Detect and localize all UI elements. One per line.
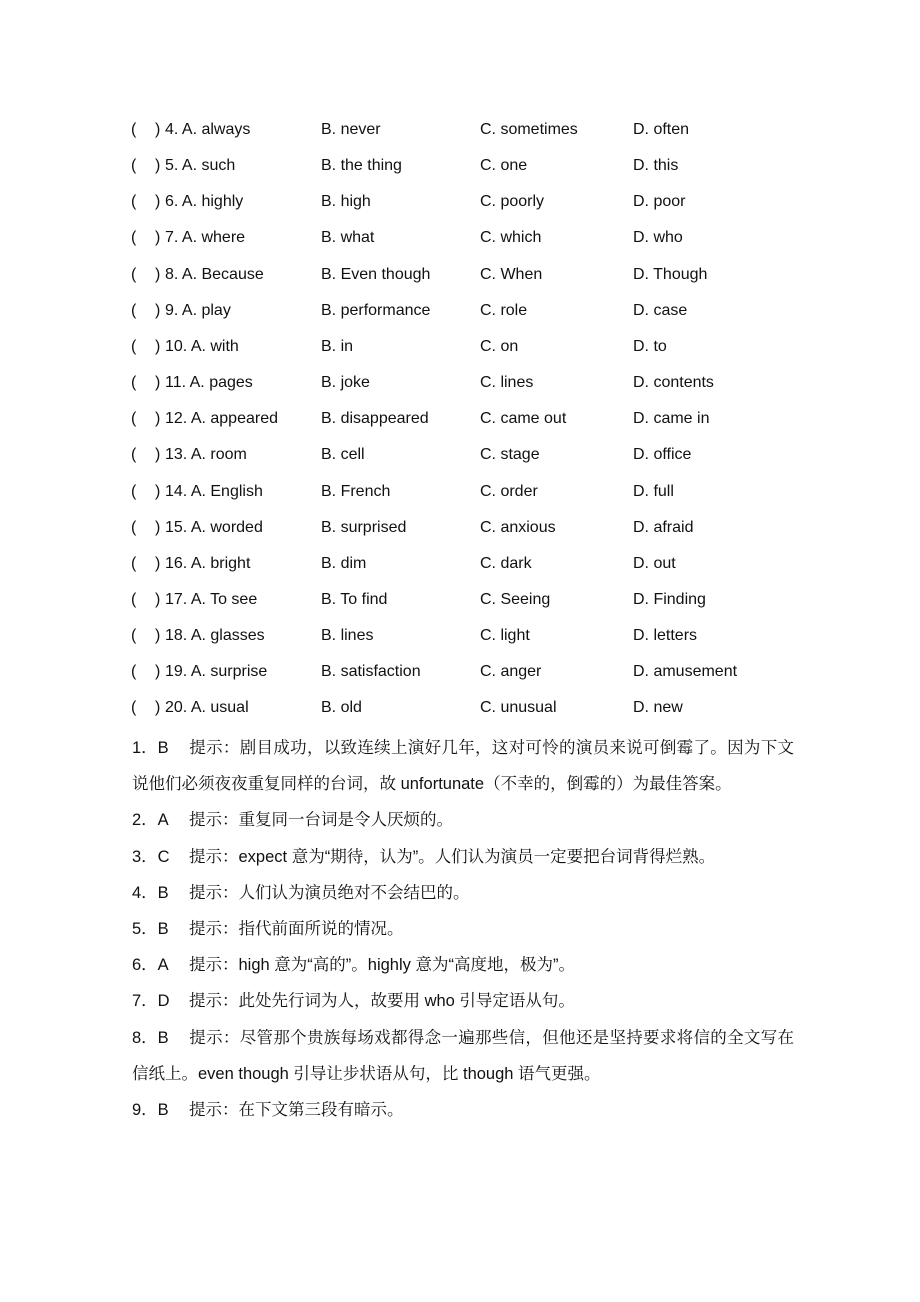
answer-blank-open: ( [131, 663, 137, 681]
question-number: 11. [165, 374, 187, 392]
answer-blank-open: ( [131, 265, 137, 283]
question-number: 15. [165, 518, 188, 536]
answer-blank-open: ( [131, 301, 137, 319]
answer-blank-open: ( [131, 482, 137, 500]
option-c: C. anger [480, 663, 542, 681]
answer-explanation [132, 983, 794, 1019]
option-b: B. dim [321, 554, 367, 572]
answer-hint: 提示：此处先行词为人，故要用 who 引导定语从句。 [189, 992, 575, 1011]
question-number: 5. [165, 157, 179, 175]
answer-hint: 提示：尽管那个贵族每场戏都得念一遍那些信，但他还是坚持要求将信的全文写在信纸上。even though 引导让步状语从句，比 though 语气更强。 [132, 1028, 794, 1083]
option-a [165, 227, 245, 249]
option-a [165, 264, 264, 286]
answer-blank-close: ) [155, 590, 161, 608]
answer-blank-close: ) [155, 410, 161, 428]
option-a [165, 336, 239, 358]
option-b: B. performance [321, 301, 431, 319]
answer-explanation [132, 839, 794, 875]
option-d: D. this [633, 157, 679, 175]
answer-explanation [132, 802, 794, 838]
answer-blank-open: ( [131, 518, 137, 536]
question-number: 18. [165, 627, 188, 645]
option-a-text: A. glasses [190, 627, 265, 645]
answer-label: 6．A [132, 956, 169, 975]
option-b: B. never [321, 121, 381, 138]
answer-blank-open: ( [131, 699, 137, 717]
question-number: 8. [165, 265, 179, 283]
answer-hint: 提示：指代前面所说的情况。 [189, 920, 404, 939]
option-c: C. lines [480, 374, 534, 392]
option-a-text: A. room [190, 446, 247, 464]
option-d: D. who [633, 229, 683, 247]
option-a-text: A. with [190, 337, 239, 355]
answer-blank-close: ) [155, 121, 161, 138]
option-a [165, 155, 235, 177]
option-d: D. office [633, 446, 692, 464]
option-b: B. French [321, 482, 391, 500]
answer-explanation [132, 1020, 794, 1092]
option-d: D. to [633, 337, 667, 355]
option-a-text: A. bright [190, 554, 251, 572]
option-a-text: A. appeared [190, 410, 278, 428]
option-a [165, 553, 250, 575]
option-b: B. the thing [321, 157, 402, 175]
answer-explanation [132, 730, 794, 802]
option-a-text: A. where [181, 229, 246, 247]
question-number: 6. [165, 193, 179, 211]
answer-blank-close: ) [155, 482, 161, 500]
answer-blank-close: ) [155, 627, 161, 645]
question-number: 10. [165, 337, 188, 355]
option-a [165, 517, 263, 539]
answer-label: 2．A [132, 811, 169, 830]
answer-blank-close: ) [155, 301, 161, 319]
question-number: 9. [165, 301, 179, 319]
option-c: C. on [480, 337, 519, 355]
answer-label: 5．B [132, 920, 169, 939]
option-b: B. old [321, 699, 362, 717]
answer-blank-close: ) [155, 157, 161, 175]
option-a [165, 372, 253, 394]
answer-blank-close: ) [155, 663, 161, 681]
option-b: B. high [321, 193, 371, 211]
option-a [165, 119, 250, 141]
option-d: D. new [633, 699, 683, 717]
question-number: 20. [165, 699, 188, 717]
question-number: 14. [165, 482, 188, 500]
answer-blank-open: ( [131, 337, 137, 355]
answer-blank-close: ) [155, 446, 161, 464]
question-number: 17. [165, 590, 188, 608]
question-number: 13. [165, 446, 188, 464]
option-c: C. which [480, 229, 542, 247]
answer-blank-close: ) [155, 374, 161, 392]
option-b: B. cell [321, 446, 365, 464]
option-a [165, 661, 267, 683]
answer-blank-open: ( [131, 446, 137, 464]
option-d: D. contents [633, 374, 714, 392]
option-b: B. lines [321, 627, 374, 645]
answer-hint: 提示：expect 意为“期待，认为”。人们认为演员一定要把台词背得烂熟。 [189, 847, 716, 866]
option-c: C. stage [480, 446, 540, 464]
answer-label: 7．D [132, 992, 170, 1011]
answer-hint: 提示：重复同一台词是令人厌烦的。 [189, 811, 453, 830]
answer-label: 4．B [132, 883, 169, 902]
answer-label: 1．B [132, 739, 169, 757]
option-c: C. dark [480, 554, 532, 572]
option-c: C. came out [480, 410, 567, 428]
answer-blank-close: ) [155, 229, 161, 247]
option-a [165, 625, 265, 647]
option-d: D. letters [633, 627, 698, 645]
option-c: C. role [480, 301, 528, 319]
option-a-text: A. usual [190, 699, 249, 717]
option-a [165, 191, 243, 213]
option-a-text: A. surprise [190, 663, 268, 681]
option-d: D. Though [633, 265, 708, 283]
option-b: B. To find [321, 590, 388, 608]
option-c: C. one [480, 157, 528, 175]
answer-explanation [132, 947, 794, 983]
option-a-text: A. Because [181, 265, 264, 283]
answer-blank-close: ) [155, 518, 161, 536]
option-c: C. order [480, 482, 538, 500]
option-a-text: A. highly [181, 193, 244, 211]
answer-blank-open: ( [131, 193, 137, 211]
answer-hint: 提示：人们认为演员绝对不会结巴的。 [189, 883, 470, 902]
option-c: C. sometimes [480, 121, 578, 138]
option-d: D. full [633, 482, 674, 500]
answer-blank-open: ( [131, 229, 137, 247]
answer-label: 3．C [132, 847, 170, 866]
answer-blank-open: ( [131, 590, 137, 608]
answer-blank-open: ( [131, 121, 137, 138]
option-b: B. what [321, 229, 375, 247]
answer-explanation [132, 911, 794, 947]
option-b: B. satisfaction [321, 663, 421, 681]
answer-blank-open: ( [131, 374, 137, 392]
option-a-text: A. such [181, 157, 236, 175]
option-d: D. amusement [633, 663, 738, 681]
answer-blank-close: ) [155, 337, 161, 355]
option-b: B. disappeared [321, 410, 429, 428]
option-a-text: A. pages [189, 374, 253, 392]
answer-blank-close: ) [155, 265, 161, 283]
option-a-text: A. English [190, 482, 263, 500]
option-a [165, 408, 278, 430]
option-d: D. afraid [633, 518, 694, 536]
answer-hint: 提示：剧目成功，以致连续上演好几年，这对可怜的演员来说可倒霉了。因为下文说他们必须夜夜重复同样的台词，故 unfortunate（不幸的，倒霉的）为最佳答案。 [132, 739, 794, 794]
option-c: C. poorly [480, 193, 545, 211]
option-d: D. poor [633, 193, 686, 211]
answer-hint: 提示：high 意为“高的”。highly 意为“高度地，极为”。 [189, 956, 575, 975]
option-c: C. Seeing [480, 590, 551, 608]
option-b: B. joke [321, 374, 370, 392]
option-a [165, 697, 249, 719]
option-a [165, 300, 231, 322]
answer-blank-open: ( [131, 627, 137, 645]
option-a-text: A. always [181, 121, 251, 138]
option-d: D. Finding [633, 590, 706, 608]
answer-blank-close: ) [155, 193, 161, 211]
option-a [165, 589, 257, 611]
option-d: D. case [633, 301, 688, 319]
answer-blank-close: ) [155, 699, 161, 717]
answer-blank-open: ( [131, 157, 137, 175]
option-a-text: A. play [181, 301, 231, 319]
answer-blank-open: ( [131, 554, 137, 572]
answer-key [132, 730, 794, 1128]
answer-hint: 提示：在下文第三段有暗示。 [189, 1101, 404, 1120]
option-d: D. out [633, 554, 676, 572]
option-b: B. in [321, 337, 354, 355]
option-a-text: A. To see [190, 590, 258, 608]
answer-blank-open: ( [131, 410, 137, 428]
question-number: 7. [165, 229, 179, 247]
option-a [165, 444, 247, 466]
question-number: 12. [165, 410, 188, 428]
answer-explanation [132, 875, 794, 911]
option-a [165, 481, 263, 503]
option-c: C. unusual [480, 699, 557, 717]
option-c: C. light [480, 627, 530, 645]
answer-explanation [132, 1092, 794, 1128]
answer-label: 9．B [132, 1101, 169, 1120]
option-c: C. anxious [480, 518, 556, 536]
option-b: B. surprised [321, 518, 407, 536]
option-c: C. When [480, 265, 543, 283]
option-d: D. often [633, 121, 690, 138]
answer-label: 8．B [132, 1028, 169, 1047]
option-d: D. came in [633, 410, 710, 428]
answer-blank-close: ) [155, 554, 161, 572]
option-b: B. Even though [321, 265, 431, 283]
question-number: 4. [165, 121, 179, 138]
option-a-text: A. worded [190, 518, 263, 536]
question-number: 19. [165, 663, 188, 681]
question-number: 16. [165, 554, 188, 572]
